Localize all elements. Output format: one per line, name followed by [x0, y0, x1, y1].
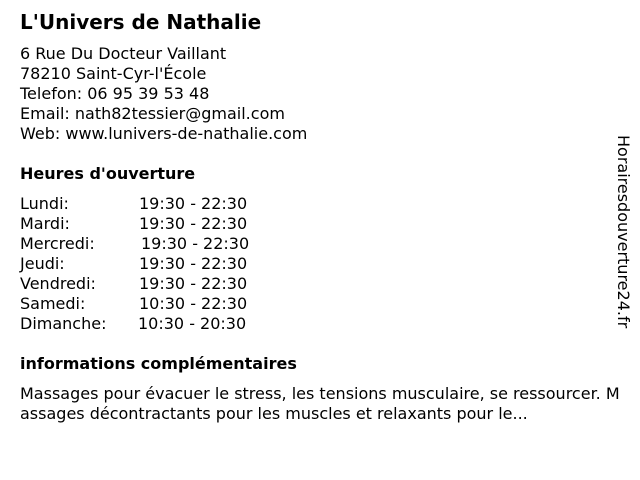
- day-label: Jeudi:: [20, 254, 65, 273]
- business-name: L'Univers de Nathalie: [20, 10, 262, 34]
- email-address: Email: nath82tessier@gmail.com: [20, 104, 285, 123]
- day-label: Lundi:: [20, 194, 69, 213]
- time-range: 19:30 - 22:30: [141, 234, 250, 253]
- hours-row-saturday: [20, 294, 280, 314]
- website-address: Web: www.lunivers-de-nathalie.com: [20, 124, 308, 143]
- city-address: 78210 Saint-Cyr-l'École: [20, 64, 207, 83]
- hours-row-monday: [20, 194, 280, 214]
- time-range: 10:30 - 20:30: [138, 314, 247, 333]
- hours-row-tuesday: [20, 214, 280, 234]
- day-label: Samedi:: [20, 294, 86, 313]
- time-range: 19:30 - 22:30: [139, 194, 248, 213]
- business-description: Massages pour évacuer le stress, les tensions musculaire, se ressourcer. Massages décontractants pour les muscles et relaxants pour le...: [20, 384, 620, 423]
- hours-row-friday: [20, 274, 280, 294]
- hours-row-sunday: [20, 314, 280, 334]
- hours-row-wednesday: [20, 234, 280, 254]
- street-address: 6 Rue Du Docteur Vaillant: [20, 44, 227, 63]
- opening-hours-heading: Heures d'ouverture: [20, 164, 196, 183]
- site-watermark: Horairesdouverture24.fr: [614, 135, 633, 329]
- phone-number: Telefon: 06 95 39 53 48: [20, 84, 210, 103]
- time-range: 10:30 - 22:30: [139, 294, 248, 313]
- additional-info-heading: informations complémentaires: [20, 354, 297, 373]
- day-label: Vendredi:: [20, 274, 96, 293]
- time-range: 19:30 - 22:30: [139, 274, 248, 293]
- day-label: Mardi:: [20, 214, 70, 233]
- contact-block: [20, 44, 307, 144]
- opening-hours-table: [20, 194, 280, 334]
- day-label: Dimanche:: [20, 314, 107, 333]
- time-range: 19:30 - 22:30: [139, 254, 248, 273]
- day-label: Mercredi:: [20, 234, 95, 253]
- hours-row-thursday: [20, 254, 280, 274]
- time-range: 19:30 - 22:30: [139, 214, 248, 233]
